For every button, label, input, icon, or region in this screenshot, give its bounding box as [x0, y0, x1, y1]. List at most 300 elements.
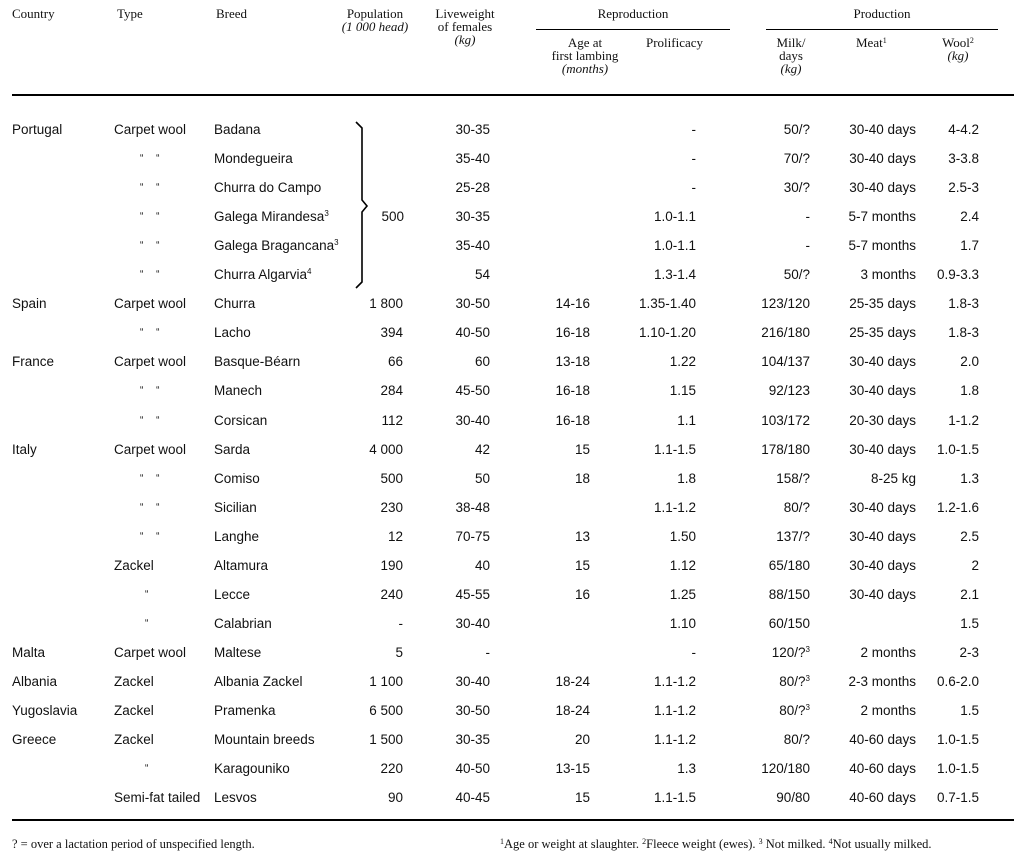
- cell-milk: [730, 296, 810, 312]
- cell-liveweight: [420, 442, 490, 458]
- cell-milk: [730, 732, 810, 748]
- header-milk: [768, 36, 814, 75]
- cell-milk: [730, 413, 810, 429]
- cell-type: [114, 354, 210, 370]
- cell-meat: [820, 732, 916, 748]
- cell-breed-text: Maltese: [214, 645, 262, 660]
- cell-prolificacy-text: 1.0-1.1: [653, 209, 696, 224]
- cell-type-text: Zackel: [114, 558, 154, 573]
- header-age-label-1: Age at: [567, 35, 603, 50]
- cell-country-text: Albania: [12, 674, 58, 689]
- cell-breed-text: Lacho: [214, 325, 251, 340]
- cell-population: [330, 616, 403, 632]
- cell-liveweight-text: 38-48: [455, 500, 490, 515]
- cell-population-text: -: [398, 616, 403, 631]
- cell-wool: [920, 558, 979, 574]
- cell-liveweight-text: -: [485, 645, 490, 660]
- cell-population: [330, 587, 403, 603]
- footnote-2-marker: 2: [642, 837, 647, 846]
- cell-wool: [920, 122, 979, 138]
- cell-type: [114, 558, 210, 574]
- cell-population-text: 284: [380, 383, 403, 398]
- header-bottom-rule: [12, 94, 1014, 96]
- cell-meat-text: 30-40 days: [849, 122, 916, 137]
- cell-country-text: Italy: [12, 442, 37, 457]
- cell-liveweight-text: 54: [474, 267, 490, 282]
- footnote-2: Fleece weight (ewes).: [646, 837, 759, 851]
- cell-population-text: 6 500: [369, 703, 403, 718]
- cell-liveweight: [420, 122, 490, 138]
- cell-wool-text: 2.0: [960, 354, 979, 369]
- cell-liveweight-text: 45-55: [455, 587, 490, 602]
- cell-liveweight: [420, 413, 490, 429]
- cell-type-text: “ “: [140, 531, 160, 542]
- cell-population-text: 1 500: [369, 732, 403, 747]
- cell-meat-text: 3 months: [860, 267, 916, 282]
- cell-prolificacy: [600, 442, 696, 458]
- cell-wool: [920, 442, 979, 458]
- cell-prolificacy-text: -: [691, 180, 696, 195]
- cell-prolificacy: [600, 616, 696, 632]
- cell-liveweight: [420, 732, 490, 748]
- cell-population: [330, 790, 403, 806]
- cell-liveweight: [420, 790, 490, 806]
- footnote-marker: 3: [324, 209, 329, 218]
- cell-wool-text: 3-3.8: [948, 151, 979, 166]
- cell-meat: [820, 442, 916, 458]
- cell-milk: [730, 209, 810, 225]
- cell-population-text: 230: [380, 500, 403, 515]
- cell-liveweight: [420, 354, 490, 370]
- cell-meat: [820, 267, 916, 283]
- cell-type-text: “ “: [140, 269, 160, 280]
- cell-liveweight: [420, 645, 490, 661]
- cell-type-text: “ “: [140, 502, 160, 513]
- header-milk-label-1: Milk/: [776, 35, 806, 50]
- cell-wool: [920, 471, 979, 487]
- cell-population: [330, 645, 403, 661]
- cell-prolificacy: [600, 703, 696, 719]
- cell-meat: [820, 587, 916, 603]
- cell-milk: [730, 616, 810, 632]
- cell-breed-text: Albania Zackel: [214, 674, 303, 689]
- cell-type-text: Carpet wool: [114, 645, 187, 660]
- cell-milk: [730, 267, 810, 283]
- cell-liveweight: [420, 383, 490, 399]
- cell-age: [520, 703, 590, 719]
- cell-country-text: Portugal: [12, 122, 63, 137]
- footnote-3-marker: 3: [758, 837, 763, 846]
- cell-wool-text: 0.7-1.5: [936, 790, 979, 805]
- cell-wool-text: 1.5: [960, 616, 979, 631]
- cell-breed-text: Badana: [214, 122, 261, 137]
- cell-prolificacy: [600, 354, 696, 370]
- cell-meat-text: 40-60 days: [849, 732, 916, 747]
- cell-meat-text: 8-25 kg: [870, 471, 916, 486]
- cell-breed-text: Lecce: [214, 587, 251, 602]
- cell-age-text: 15: [574, 558, 590, 573]
- cell-wool-text: 1.0-1.5: [936, 732, 979, 747]
- cell-prolificacy-text: 1.1-1.5: [653, 442, 696, 457]
- cell-population: [330, 674, 403, 690]
- cell-age: [520, 587, 590, 603]
- cell-milk: [730, 703, 810, 719]
- cell-prolificacy-text: 1.1-1.2: [653, 500, 696, 515]
- cell-population: [330, 471, 403, 487]
- cell-population-text: 4 000: [369, 442, 403, 457]
- cell-age: [520, 529, 590, 545]
- cell-milk: [730, 471, 810, 487]
- header-liveweight: [425, 7, 505, 46]
- cell-breed: [214, 151, 354, 167]
- cell-country-text: Greece: [12, 732, 57, 747]
- cell-breed-text: Comiso: [214, 471, 260, 486]
- header-wool-unit: (kg): [947, 48, 969, 63]
- cell-population-text: 220: [380, 761, 403, 776]
- cell-wool: [920, 413, 979, 429]
- cell-population: [330, 325, 403, 341]
- cell-breed-text: Manech: [214, 383, 263, 398]
- cell-type-text: “: [145, 763, 149, 774]
- cell-liveweight: [420, 674, 490, 690]
- cell-population: [330, 354, 403, 370]
- cell-age: [520, 732, 590, 748]
- cell-milk: [730, 383, 810, 399]
- cell-prolificacy: [600, 238, 696, 254]
- cell-wool-text: 1-1.2: [948, 413, 979, 428]
- cell-meat-text: 30-40 days: [849, 529, 916, 544]
- cell-age-text: 13-18: [555, 354, 590, 369]
- footnote-question-mark: ? = over a lactation period of unspecified length.: [12, 837, 255, 851]
- cell-country: [12, 674, 107, 690]
- cell-meat: [820, 354, 916, 370]
- cell-type-text: “ “: [140, 415, 160, 426]
- header-wool: [930, 36, 986, 62]
- cell-wool: [920, 383, 979, 399]
- cell-meat: [820, 151, 916, 167]
- cell-liveweight-text: 30-50: [455, 296, 490, 311]
- header-milk-label-2: days: [779, 48, 803, 63]
- cell-liveweight-text: 30-35: [455, 122, 490, 137]
- cell-prolificacy-text: 1.12: [669, 558, 696, 573]
- cell-milk-text: 104/137: [761, 354, 810, 369]
- cell-age-text: 13: [574, 529, 590, 544]
- cell-meat-text: 30-40 days: [849, 151, 916, 166]
- cell-prolificacy: [600, 383, 696, 399]
- cell-breed-text: Calabrian: [214, 616, 272, 631]
- cell-prolificacy-text: 1.25: [669, 587, 696, 602]
- header-age-unit: (months): [561, 61, 609, 76]
- cell-meat-text: 30-40 days: [849, 180, 916, 195]
- cell-prolificacy-text: 1.35-1.40: [638, 296, 696, 311]
- cell-prolificacy-text: 1.1-1.2: [653, 703, 696, 718]
- cell-age: [520, 558, 590, 574]
- cell-breed-text: Churra Algarvia: [214, 267, 308, 282]
- cell-liveweight: [420, 529, 490, 545]
- cell-milk-text: 80/?: [783, 732, 810, 747]
- cell-population: [330, 383, 403, 399]
- cell-milk: [730, 587, 810, 603]
- cell-age-text: 16-18: [555, 325, 590, 340]
- cell-breed-text: Langhe: [214, 529, 260, 544]
- cell-liveweight-text: 40-50: [455, 325, 490, 340]
- cell-country: [12, 732, 107, 748]
- header-wool-label: Wool: [942, 35, 970, 50]
- cell-country-text: France: [12, 354, 55, 369]
- reproduction-rule: [536, 29, 730, 30]
- footnote-3: Not milked.: [762, 837, 829, 851]
- cell-type: [114, 674, 210, 690]
- cell-age-text: 16: [574, 587, 590, 602]
- cell-milk-text: -: [805, 238, 810, 253]
- cell-population: [330, 732, 403, 748]
- cell-type-text: Semi-fat tailed: [114, 790, 201, 805]
- cell-meat: [820, 558, 916, 574]
- footnote-marker: 3: [805, 674, 810, 683]
- cell-type: [114, 732, 210, 748]
- header-population: [330, 7, 420, 33]
- cell-type-text: Carpet wool: [114, 354, 187, 369]
- cell-type: [114, 790, 210, 806]
- footnote-marker: 3: [805, 703, 810, 712]
- cell-age: [520, 354, 590, 370]
- cell-wool-text: 1.7: [960, 238, 979, 253]
- cell-liveweight: [420, 180, 490, 196]
- cell-prolificacy-text: -: [691, 122, 696, 137]
- cell-prolificacy-text: 1.3: [677, 761, 696, 776]
- cell-wool-text: 4-4.2: [948, 122, 979, 137]
- cell-breed: [214, 238, 354, 254]
- footnote-1: Age or weight at slaughter.: [504, 837, 643, 851]
- cell-age: [520, 442, 590, 458]
- cell-country: [12, 296, 107, 312]
- cell-country-text: Yugoslavia: [12, 703, 78, 718]
- cell-age-text: 18-24: [555, 703, 590, 718]
- cell-type-text: “ “: [140, 385, 160, 396]
- cell-milk: [730, 151, 810, 167]
- header-milk-unit: (kg): [780, 61, 802, 76]
- cell-milk-text: 80/?: [779, 674, 806, 689]
- cell-country: [12, 703, 107, 719]
- cell-type-text: Carpet wool: [114, 442, 187, 457]
- cell-liveweight: [420, 500, 490, 516]
- cell-liveweight: [420, 616, 490, 632]
- cell-age-text: 20: [574, 732, 590, 747]
- cell-age: [520, 471, 590, 487]
- cell-milk-text: 120/?: [771, 645, 806, 660]
- cell-liveweight: [420, 587, 490, 603]
- cell-type-text: Carpet wool: [114, 296, 187, 311]
- cell-prolificacy-text: -: [691, 645, 696, 660]
- cell-prolificacy: [600, 151, 696, 167]
- header-prolificacy: Prolificacy: [646, 35, 704, 50]
- cell-liveweight-text: 30-35: [455, 732, 490, 747]
- cell-meat-text: 2 months: [860, 645, 916, 660]
- cell-milk: [730, 674, 810, 690]
- cell-wool: [920, 500, 979, 516]
- cell-type-text: Carpet wool: [114, 122, 187, 137]
- cell-meat: [820, 383, 916, 399]
- cell-breed: [214, 209, 354, 225]
- cell-meat: [820, 674, 916, 690]
- header-population-unit: (1 000 head): [341, 19, 409, 34]
- cell-breed: [214, 122, 354, 138]
- cell-population-text: 5: [395, 645, 403, 660]
- header-age: [530, 36, 640, 75]
- cell-liveweight: [420, 267, 490, 283]
- cell-type: [114, 122, 210, 138]
- cell-country: [12, 122, 107, 138]
- cell-type-text: Zackel: [114, 674, 154, 689]
- header-wool-footnote: 2: [969, 36, 974, 45]
- cell-meat-text: 30-40 days: [849, 442, 916, 457]
- table-bottom-rule: [12, 819, 1014, 821]
- cell-type-text: Zackel: [114, 732, 154, 747]
- cell-wool: [920, 703, 979, 719]
- cell-liveweight-text: 60: [474, 354, 490, 369]
- cell-prolificacy: [600, 413, 696, 429]
- cell-type-text: “ “: [140, 473, 160, 484]
- header-reproduction: Reproduction: [597, 6, 669, 21]
- cell-breed-text: Pramenka: [214, 703, 276, 718]
- cell-prolificacy-text: 1.1: [677, 413, 696, 428]
- cell-meat-text: 2-3 months: [848, 674, 916, 689]
- cell-milk-text: 103/172: [761, 413, 810, 428]
- cell-milk: [730, 122, 810, 138]
- cell-liveweight-text: 25-28: [455, 180, 490, 195]
- cell-age-text: 18-24: [555, 674, 590, 689]
- cell-prolificacy: [600, 122, 696, 138]
- cell-liveweight-text: 50: [474, 471, 490, 486]
- cell-prolificacy-text: 1.8: [677, 471, 696, 486]
- cell-meat: [820, 500, 916, 516]
- cell-type-text: “ “: [140, 327, 160, 338]
- cell-age: [520, 296, 590, 312]
- cell-prolificacy-text: 1.1-1.5: [653, 790, 696, 805]
- header-type: Type: [117, 6, 143, 21]
- cell-breed-text: Karagouniko: [214, 761, 290, 776]
- cell-milk: [730, 442, 810, 458]
- cell-wool-text: 1.0-1.5: [936, 761, 979, 776]
- cell-liveweight: [420, 238, 490, 254]
- cell-meat-text: 30-40 days: [849, 500, 916, 515]
- cell-breed-text: Sarda: [214, 442, 251, 457]
- header-meat-label: Meat: [856, 35, 883, 50]
- cell-population: [330, 558, 403, 574]
- cell-prolificacy-text: 1.0-1.1: [653, 238, 696, 253]
- cell-wool-text: 1.8-3: [948, 325, 979, 340]
- cell-wool: [920, 616, 979, 632]
- cell-milk-text: 178/180: [761, 442, 810, 457]
- cell-prolificacy: [600, 500, 696, 516]
- cell-meat-text: 25-35 days: [849, 296, 916, 311]
- cell-milk-text: 80/?: [783, 500, 810, 515]
- cell-prolificacy-text: 1.1-1.2: [653, 732, 696, 747]
- footnote-4: Not usually milked.: [832, 837, 932, 851]
- cell-wool: [920, 325, 979, 341]
- cell-breed: [214, 267, 354, 283]
- cell-meat-text: 5-7 months: [848, 238, 916, 253]
- footnote-marker: 3: [334, 238, 339, 247]
- cell-liveweight: [420, 296, 490, 312]
- cell-milk: [730, 325, 810, 341]
- cell-prolificacy-text: 1.1-1.2: [653, 674, 696, 689]
- cell-wool-text: 0.9-3.3: [936, 267, 979, 282]
- cell-milk-text: 123/120: [761, 296, 810, 311]
- cell-milk: [730, 354, 810, 370]
- cell-wool: [920, 529, 979, 545]
- cell-meat: [820, 703, 916, 719]
- cell-liveweight-text: 40-45: [455, 790, 490, 805]
- cell-meat-text: 5-7 months: [848, 209, 916, 224]
- cell-liveweight: [420, 558, 490, 574]
- cell-liveweight-text: 40-50: [455, 761, 490, 776]
- cell-prolificacy-text: 1.50: [669, 529, 696, 544]
- cell-wool: [920, 267, 979, 283]
- cell-meat: [820, 645, 916, 661]
- cell-prolificacy-text: -: [691, 151, 696, 166]
- cell-prolificacy-text: 1.10-1.20: [638, 325, 696, 340]
- cell-wool: [920, 238, 979, 254]
- cell-milk-text: 137/?: [776, 529, 810, 544]
- cell-wool-text: 2.5: [960, 529, 979, 544]
- cell-population-text: 394: [380, 325, 403, 340]
- cell-prolificacy: [600, 529, 696, 545]
- cell-wool: [920, 732, 979, 748]
- cell-milk-text: 90/80: [776, 790, 810, 805]
- cell-breed-text: Galega Bragancana: [214, 238, 335, 253]
- cell-age-text: 14-16: [555, 296, 590, 311]
- cell-breed: [214, 180, 354, 196]
- cell-milk-text: 70/?: [783, 151, 810, 166]
- cell-age: [520, 674, 590, 690]
- cell-liveweight-text: 45-50: [455, 383, 490, 398]
- cell-wool: [920, 790, 979, 806]
- cell-breed-text: Basque-Béarn: [214, 354, 301, 369]
- cell-wool: [920, 296, 979, 312]
- cell-milk-text: 60/150: [768, 616, 810, 631]
- cell-breed-text: Corsican: [214, 413, 268, 428]
- cell-meat: [820, 238, 916, 254]
- cell-population-text: 1 100: [369, 674, 403, 689]
- cell-type: [114, 645, 210, 661]
- cell-prolificacy: [600, 267, 696, 283]
- cell-age-text: 16-18: [555, 383, 590, 398]
- cell-meat: [820, 180, 916, 196]
- cell-milk: [730, 529, 810, 545]
- cell-population-text: 1 800: [369, 296, 403, 311]
- cell-wool: [920, 674, 979, 690]
- cell-prolificacy: [600, 761, 696, 777]
- cell-meat-text: 40-60 days: [849, 790, 916, 805]
- cell-population: [330, 703, 403, 719]
- cell-age-text: 15: [574, 442, 590, 457]
- cell-wool-text: 1.8: [960, 383, 979, 398]
- cell-age: [520, 761, 590, 777]
- cell-wool-text: 1.0-1.5: [936, 442, 979, 457]
- cell-population: [330, 413, 403, 429]
- cell-population-text: 240: [380, 587, 403, 602]
- cell-wool: [920, 587, 979, 603]
- footnote-4-marker: 4: [828, 837, 833, 846]
- cell-wool: [920, 151, 979, 167]
- cell-country-text: Spain: [12, 296, 47, 311]
- cell-liveweight-text: 30-40: [455, 413, 490, 428]
- cell-wool-text: 2.5-3: [948, 180, 979, 195]
- cell-type-text: “: [145, 589, 149, 600]
- cell-age: [520, 413, 590, 429]
- cell-liveweight: [420, 325, 490, 341]
